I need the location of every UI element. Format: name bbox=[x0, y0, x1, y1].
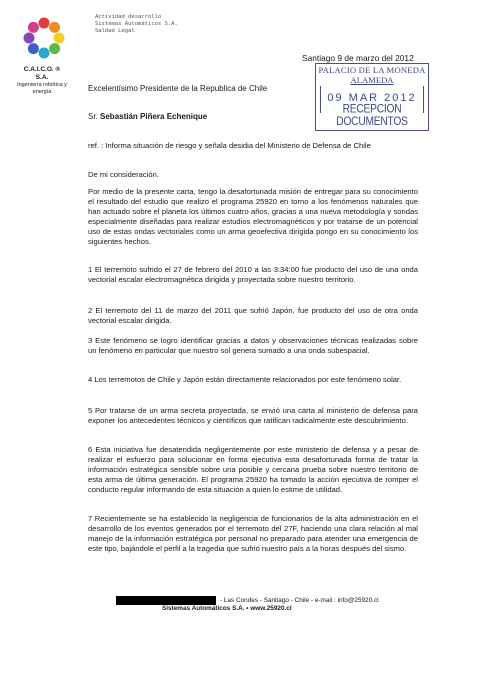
body-paragraph: 2 El terremoto del 11 de marzo del 2011 que sufrió Japón, fue producto del uso de otra onda vectorial escalar dirigida. bbox=[88, 306, 418, 325]
company-tagline: Ingeniería robótica y energía bbox=[17, 82, 67, 95]
company-name: C.A.I.C.O. ® S.A. bbox=[23, 66, 61, 81]
top-stamp-line: Sistemas Automáticos S.A. bbox=[95, 21, 178, 27]
stamp-label: RECEPCION DOCUMENTOS bbox=[336, 103, 408, 129]
logo-dot bbox=[39, 18, 50, 29]
logo-center bbox=[37, 31, 51, 45]
top-stamp-line: Actividad desarrollo bbox=[95, 14, 162, 20]
recipient-prefix: Sr. bbox=[88, 112, 101, 121]
stamp-date: 09 MAR 2012 bbox=[327, 92, 417, 104]
stamp-palace-line: PALACIO DE LA MONEDA bbox=[318, 65, 426, 75]
stamp-alameda-line: ALAMEDA bbox=[350, 75, 394, 85]
logo-dot bbox=[49, 43, 60, 54]
reference-line: ref. : Informa situación de riesgo y señala desidia del Ministerio de Defensa de Chile bbox=[88, 141, 371, 150]
body-paragraph: 4 Los terremotos de Chile y Japón están directamente relacionados por este fenómeno solar. bbox=[88, 375, 402, 384]
body-paragraph: 5 Por tratarse de un arma secreta proyectada, se envió una carta al ministerio de defensa para exponer los antecedentes técnicos y científicos que ratifican radicalmente este descubrimiento. bbox=[88, 406, 418, 425]
letter-date: Santiago 9 de marzo del 2012 bbox=[302, 53, 414, 63]
logo-dot bbox=[28, 22, 39, 33]
recipient-name bbox=[88, 112, 418, 122]
recipient-title: Excelentísimo Presidente de la Republica de Chile bbox=[88, 84, 268, 93]
logo-dot bbox=[28, 43, 39, 54]
salutation: De mi consideración. bbox=[88, 170, 159, 179]
logo-dot bbox=[49, 22, 60, 33]
logo-dot bbox=[39, 48, 50, 59]
recipient-person: Sebastián Piñera Echenique bbox=[100, 112, 208, 121]
footer-address: - Las Condes - Santiago - Chile - e-mail : info@25920.cl bbox=[220, 597, 379, 604]
body-paragraph: 6 Esta iniciativa fue desatendida negligentemente por este ministerio de defensa y a pesar de realizar el esfuerzo para solucionar en forma ejecutiva esta desafortunada forma de tratar la información estratégica sensible sobre una posible y cercana prueba sobre nuestro territorio de esta arma de última generación. El programa 25920 ha tomado la acción ejecutiva de romper el conducto regular informando de esta situación a quien lo estime de utilidad. bbox=[88, 445, 418, 494]
footer-company: Sistemas Automáticos S.A. • www.25920.cl bbox=[162, 605, 292, 612]
body-paragraph: 7 Recientemente se ha establecido la negligencia de funcionarios de la alta administración en el desarrollo de los eventos generados por el terremoto del 27F, haciendo una clara relación al mal manejo de la información estratégica por personal no preparado para atender una emergencia de este tipo, bajándole el perfil a la tragedia que sufrió nuestro país a la horas después del sismo. bbox=[88, 514, 418, 553]
top-stamp bbox=[95, 14, 178, 35]
body-paragraph: Por medio de la presente carta, tengo la desafortunada misión de entregar para su conocimiento el resultado del estudio que realizo el programa 25920 en torno a los fenómenos naturales que han actuado sobre el planeta los últimos cuatro años, gracias a una nueva metodología y sondas especialmente diseñadas para realizar estudios electromagnéticos y por tratarse de un potencial uso de estas ondas vectoriales como un arma geoefectiva dirigida pongo en su conocimiento los siguientes hechos. bbox=[88, 187, 418, 246]
logo-dot bbox=[54, 33, 65, 44]
top-stamp-line: Saldad Legal bbox=[95, 28, 135, 34]
body-paragraph: 3 Este fenómeno se logro identificar gracias a datos y observaciones técnicas realizadas sobre un fenómeno en particular que nuestro sol genera sumado a una onda subespacial. bbox=[88, 336, 418, 355]
logo-dot bbox=[24, 33, 35, 44]
body-paragraph: 1 El terremoto sufrido el 27 de febrero del 2010 a las 3:34:00 fue producto del uso de una onda vectorial escalar electromagnética dirigida y proyectada sobre nuestro territorio. bbox=[88, 265, 418, 284]
company-logo bbox=[22, 16, 66, 60]
